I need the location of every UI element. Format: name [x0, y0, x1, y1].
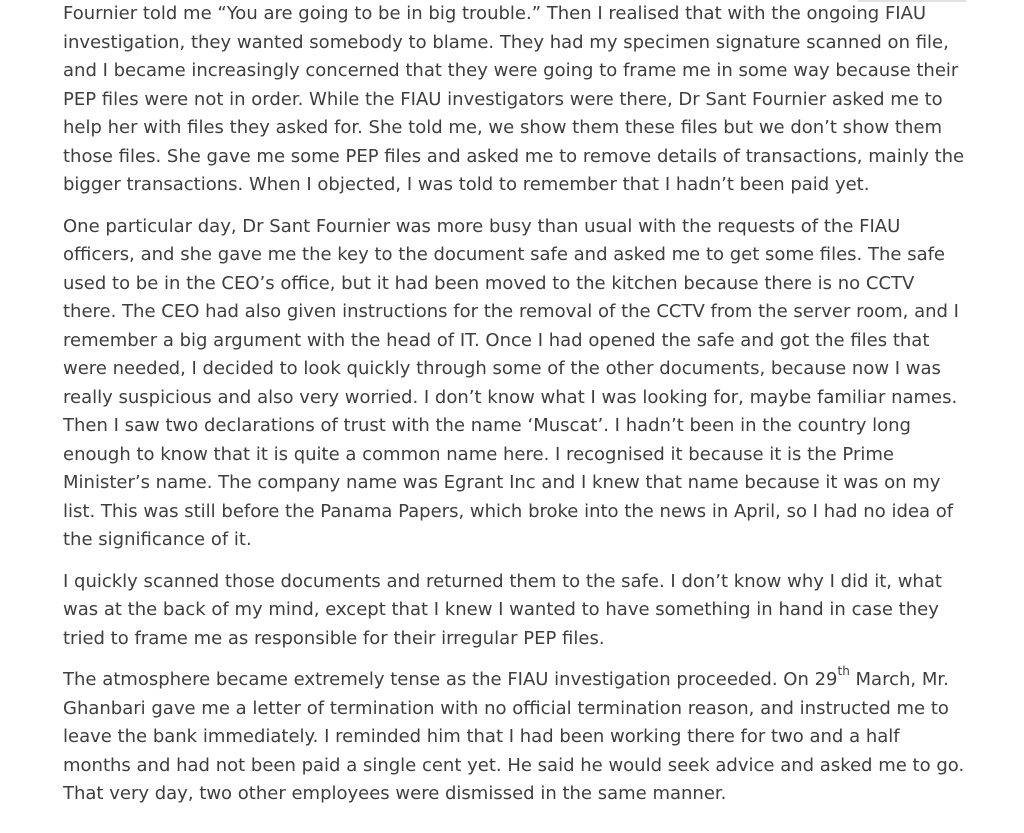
article-body [63, 0, 968, 822]
paragraph-3: I quickly scanned those documents and returned them to the safe. I don’t know why I did it, what was at the back of my mind, except that I knew I wanted to have something in hand in case they tried to frame me as responsible for their irregular PEP files. [63, 570, 942, 649]
paragraph-1: Fournier told me “You are going to be in big trouble.” Then I realised that with the ongoing FIAU investigation, they wanted somebody to blame. They had my specimen signature scanned on file, and I became increasingly concerned that they were going to frame me in some way because their PEP files were not in order. While the FIAU investigators were there, Dr Sant Fournier asked me to help her with files they asked for. She told me, we show them these files but we don’t show them those files. She gave me some PEP files and asked me to remove details of transactions, mainly the bigger transactions. When I objected, I was told to remember that I hadn’t been paid yet. [63, 3, 965, 195]
paragraph-4 [63, 666, 968, 809]
ordinal-suffix: th [837, 664, 850, 678]
paragraph-4-end: March, Mr. Ghanbari gave me a letter of termination with no official termination reason, and instructed me to leave the bank immediately. I reminded him that I had been working there for two and a half months and had not been paid a single cent yet. He said he would seek advice and asked me to go. That very day, two other employees were dismissed in the same manner. [63, 669, 965, 804]
paragraph-4-start: The atmosphere became extremely tense as the FIAU investigation proceeded. On 29 [63, 669, 838, 690]
paragraph-2: One particular day, Dr Sant Fournier was more busy than usual with the requests of the FIAU officers, and she gave me the key to the document safe and asked me to get some files. The safe used to be in the CEO’s office, but it had been moved to the kitchen because there is no CCTV there. The CEO had also given instructions for the removal of the CCTV from the server room, and I remember a big argument with the head of IT. Once I had opened the safe and got the files that were needed, I decided to look quickly through some of the other documents, because now I was really suspicious and also very worried. I don’t know what I was looking for, maybe familiar names. Then I saw two declarations of trust with the name ‘Muscat’. I hadn’t been in the country long enough to know that it is quite a common name here. I recognised it because it is the Prime Minister’s name. The company name was Egrant Inc and I knew that name because it was on my list. This was still before the Panama Papers, which broke into the news in April, so I had no idea of the significance of it. [63, 215, 959, 550]
